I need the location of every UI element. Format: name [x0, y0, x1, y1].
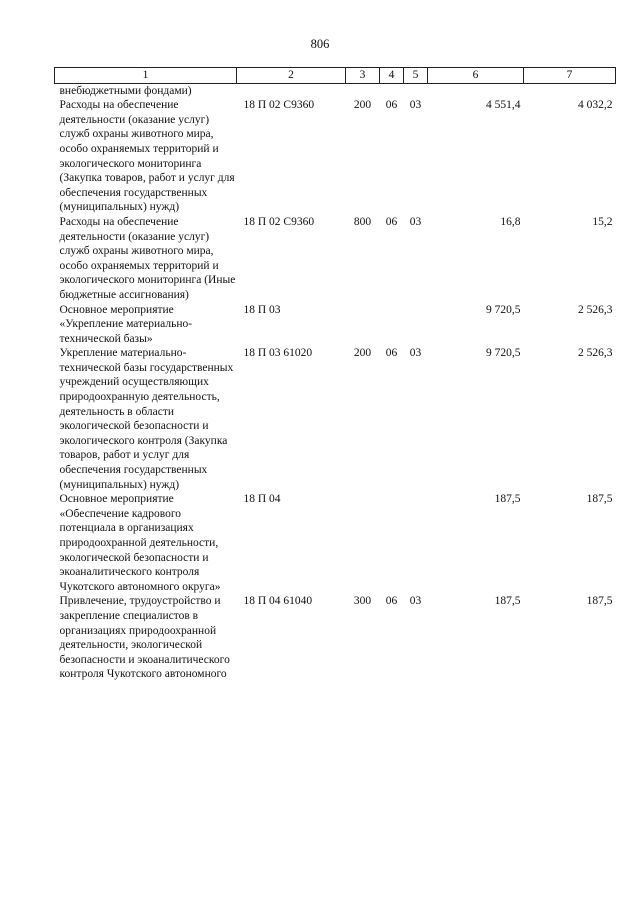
table-row — [55, 303, 616, 347]
header-col-5: 5 — [404, 68, 428, 84]
row-name: Привлечение, трудоустройство и закрепление специалистов в организациях природоохранной деятельности, экологической безопасности и экоаналитического контроля Чукотского автономного — [59, 595, 230, 681]
row-col-5 — [404, 303, 428, 347]
row-col-4: 06 — [385, 215, 398, 228]
table-row — [55, 215, 616, 303]
row-name: Расходы на обеспечение деятельности (оказание услуг) служб охраны животного мира, особо охраняемых территорий и экологического мониторинга (Закупка товаров, работ и услуг для обеспечения государственных (муниципальных) нужд) — [59, 99, 235, 214]
row-col-6: 9 720,5 — [486, 303, 521, 316]
row-col-7: 4 032,2 — [578, 99, 613, 112]
row-col-3: 200 — [353, 347, 372, 360]
row-col-6: 187,5 — [494, 595, 521, 608]
row-col-4 — [380, 303, 404, 347]
row-col-3: 200 — [353, 99, 372, 112]
row-code: 18 П 03 — [243, 303, 281, 316]
row-col-5: 03 — [409, 595, 422, 608]
row-name: Основное мероприятие «Укрепление материально-технической базы» — [59, 303, 193, 345]
header-col-7: 7 — [524, 68, 616, 84]
header-col-4: 4 — [380, 68, 404, 84]
row-code: 18 П 04 — [243, 493, 281, 506]
row-code: 18 П 02 С9360 — [243, 99, 315, 112]
header-col-2: 2 — [237, 68, 346, 84]
row-col-5 — [404, 492, 428, 594]
row-col-4: 06 — [385, 595, 398, 608]
row-col-7: 2 526,3 — [578, 347, 613, 360]
row-code: 18 П 03 61020 — [243, 347, 313, 360]
row-col-4: 06 — [385, 347, 398, 360]
row-col-4: 06 — [385, 99, 398, 112]
row-name: Основное мероприятие «Обеспечение кадрового потенциала в организациях природоохранной деятельности, экологической безопасности и экоаналитического контроля Чукотского автономного округа» — [59, 493, 221, 593]
row-col-5: 03 — [409, 215, 422, 228]
table-row — [55, 83, 616, 98]
header-col-1: 1 — [55, 68, 237, 84]
row-code — [237, 83, 346, 98]
row-col-7: 187,5 — [586, 493, 613, 506]
table-row — [55, 98, 616, 215]
row-col-7 — [524, 83, 616, 98]
row-col-3 — [346, 492, 380, 594]
row-col-4 — [380, 492, 404, 594]
row-col-4 — [380, 83, 404, 98]
row-name: Расходы на обеспечение деятельности (оказание услуг) служб охраны животного мира, особо охраняемых территорий и экологического мониторинга (Иные бюджетные ассигнования) — [59, 215, 236, 301]
table-header — [55, 68, 616, 84]
row-name: Укрепление материально-технической базы государственных учреждений осуществляющих природоохранную деятельность, деятельность в области экологической безопасности и экологического контроля (Закупка товаров, работ и услуг для обеспечения государственных (муниципальных) нужд) — [59, 347, 234, 491]
row-name: внебюджетными фондами) — [59, 84, 192, 97]
row-col-6: 4 551,4 — [486, 99, 521, 112]
header-col-3: 3 — [346, 68, 380, 84]
row-code: 18 П 02 С9360 — [243, 215, 315, 228]
row-col-5 — [404, 83, 428, 98]
row-col-7: 15,2 — [592, 215, 613, 228]
header-row — [55, 68, 616, 84]
row-col-3 — [346, 303, 380, 347]
row-col-5: 03 — [409, 347, 422, 360]
row-col-7: 2 526,3 — [578, 303, 613, 316]
row-code: 18 П 04 61040 — [243, 595, 313, 608]
row-col-6: 9 720,5 — [486, 347, 521, 360]
page-number: 806 — [310, 37, 330, 51]
table-body — [55, 83, 616, 682]
table-row — [55, 594, 616, 682]
row-col-6: 187,5 — [494, 493, 521, 506]
row-col-3: 300 — [353, 595, 372, 608]
row-col-3: 800 — [353, 215, 372, 228]
row-col-6: 16,8 — [500, 215, 521, 228]
row-col-3 — [346, 83, 380, 98]
header-col-6: 6 — [428, 68, 524, 84]
table-row — [55, 492, 616, 594]
budget-table — [54, 67, 616, 682]
table-row — [55, 346, 616, 492]
row-col-5: 03 — [409, 99, 422, 112]
row-col-7: 187,5 — [586, 595, 613, 608]
row-col-6 — [428, 83, 524, 98]
